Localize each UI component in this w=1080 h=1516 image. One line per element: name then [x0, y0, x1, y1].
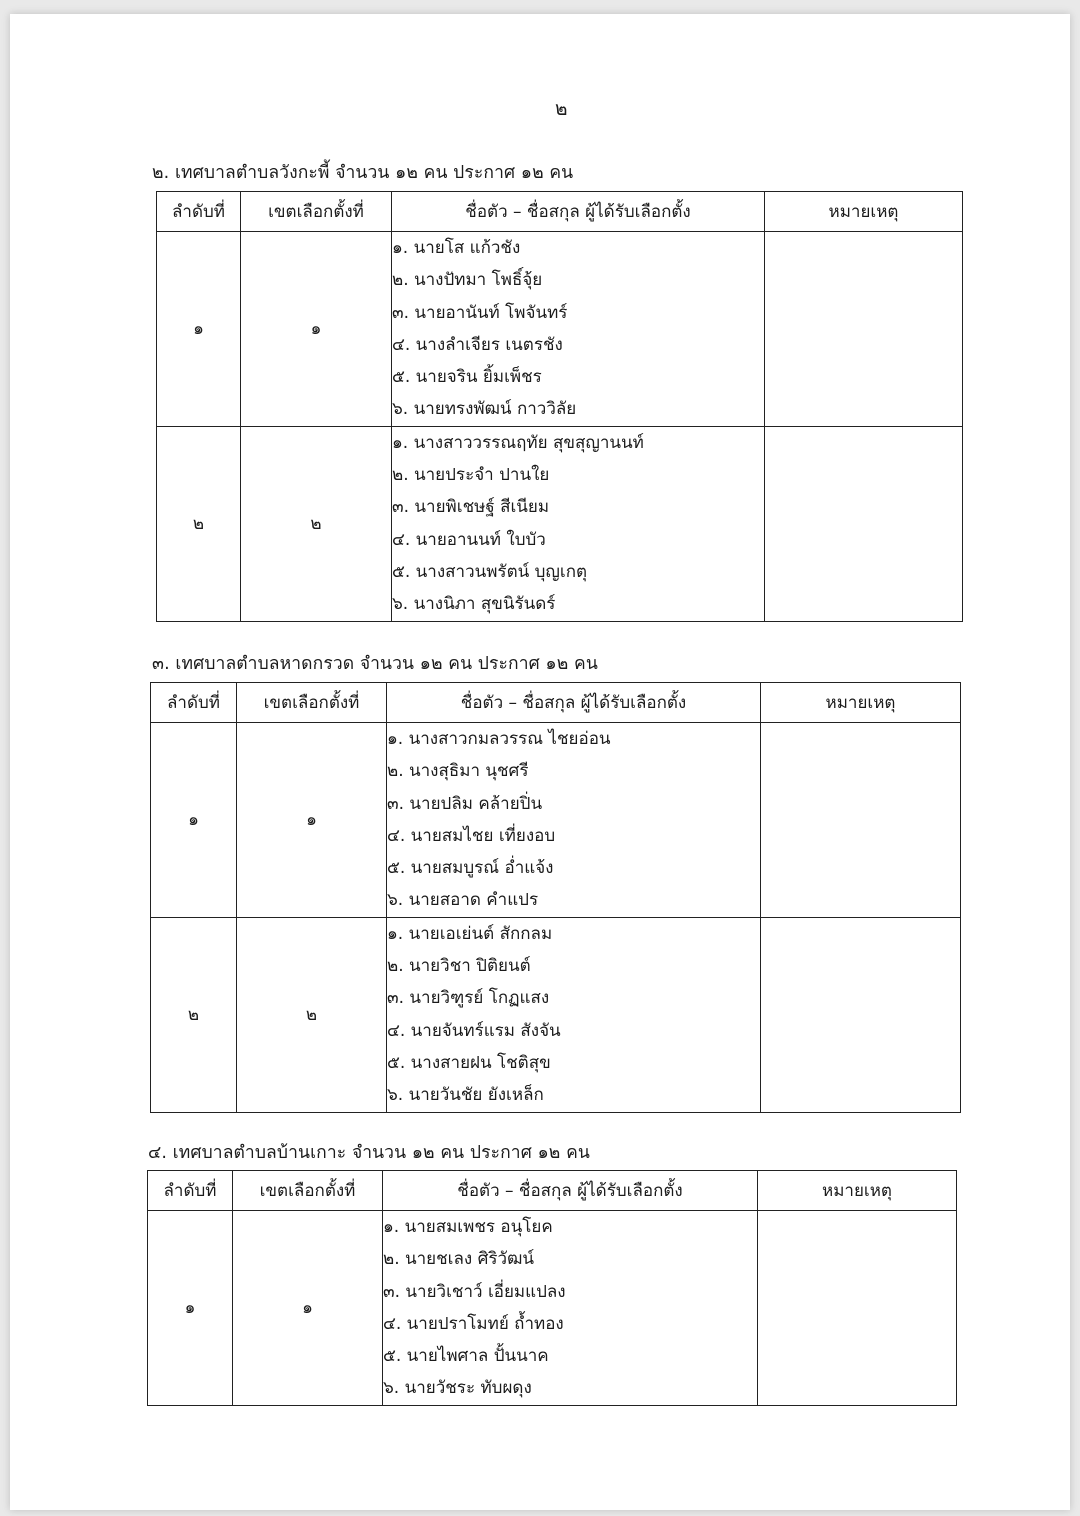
- table-header-row: [148, 1171, 957, 1211]
- order-cell: ๒: [157, 426, 241, 621]
- elected-name: ๔. นายปราโมทย์ ถ้ำทอง: [383, 1313, 564, 1334]
- elected-name: ๕. นางสาวนพรัตน์ บุญเกตุ: [392, 561, 588, 582]
- elected-name: ๒. นายชเลง ศิริวัฒน์: [383, 1249, 535, 1270]
- order-cell: ๑: [148, 1211, 233, 1406]
- names-cell: [392, 232, 765, 427]
- elected-name: ๒. นายประจำ ปานใย: [392, 465, 550, 486]
- table-row: [157, 426, 963, 621]
- elected-name: ๑. นายโส แก้วชัง: [392, 238, 521, 258]
- elected-name: ๖. นายสอาด คำแปร: [387, 890, 539, 911]
- table-row: [148, 1211, 957, 1406]
- table-row: [151, 917, 961, 1112]
- elected-name: ๔. นายจันทร์แรม สังจัน: [387, 1020, 561, 1041]
- elected-name: ๔. นางลำเจียร เนตรชัง: [392, 334, 563, 355]
- header-remark: หมายเหตุ: [758, 1171, 957, 1211]
- order-cell: ๑: [151, 723, 237, 918]
- district-cell: ๒: [237, 917, 387, 1112]
- elected-name: ๕. นายจริน ยิ้มเพ็ชร: [392, 367, 542, 388]
- header-name: ชื่อตัว – ชื่อสกุล ผู้ได้รับเลือกตั้ง: [392, 192, 765, 232]
- table-row: [151, 723, 961, 918]
- elected-name: ๓. นายวิเชาว์ เอี่ยมแปลง: [383, 1281, 566, 1302]
- elected-name: ๔. นายสมไชย เที่ยงอบ: [387, 825, 556, 846]
- elected-name: ๕. นางสายฝน โชติสุข: [387, 1052, 551, 1073]
- elected-name: ๖. นายวัชระ ทับผดุง: [383, 1378, 532, 1399]
- elected-name: ๑. นายเอเย่นต์ สักกลม: [387, 923, 553, 944]
- remark-cell: [765, 426, 963, 621]
- district-cell: ๑: [237, 723, 387, 918]
- district-cell: ๒: [241, 426, 392, 621]
- table-header-row: [151, 683, 961, 723]
- district-cell: ๑: [241, 232, 392, 427]
- order-cell: ๒: [151, 917, 237, 1112]
- names-cell: [383, 1211, 758, 1406]
- elected-name: ๑. นางสาววรรณฤทัย สุขสุญานนท์: [392, 432, 644, 453]
- elected-name: ๒. นางปัทมา โพธิ์จุ้ย: [392, 270, 543, 291]
- table-row: [157, 232, 963, 427]
- elected-name: ๕. นายไพศาล ปั้นนาค: [383, 1346, 549, 1367]
- section-title: ๔. เทศบาลตำบลบ้านเกาะ จำนวน ๑๒ คน ประกาศ ๑๒ คน: [148, 1143, 590, 1163]
- elected-name: ๖. นายวันชัย ยังเหล็ก: [387, 1085, 544, 1106]
- header-district: เขตเลือกตั้งที่: [241, 192, 392, 232]
- elected-name: ๖. นางนิภา สุขนิรันดร์: [392, 594, 556, 615]
- names-cell: [387, 723, 761, 918]
- order-cell: ๑: [157, 232, 241, 427]
- page-number: ๒: [555, 98, 568, 120]
- elected-name: ๒. นายวิชา ปิติยนต์: [387, 956, 531, 977]
- remark-cell: [765, 232, 963, 427]
- elected-name: ๕. นายสมบูรณ์ อ่ำแจ้ง: [387, 858, 554, 879]
- header-order: ลำดับที่: [157, 192, 241, 232]
- header-order: ลำดับที่: [151, 683, 237, 723]
- header-remark: หมายเหตุ: [765, 192, 963, 232]
- header-district: เขตเลือกตั้งที่: [233, 1171, 383, 1211]
- elected-name: ๓. นายอานันท์ โพจันทร์: [392, 302, 568, 323]
- results-table: [156, 191, 963, 622]
- district-cell: ๑: [233, 1211, 383, 1406]
- elected-name: ๑. นางสาวกมลวรรณ ไชยอ่อน: [387, 729, 611, 749]
- section-title: ๓. เทศบาลตำบลหาดกรวด จำนวน ๑๒ คน ประกาศ ๑๒ คน: [152, 654, 598, 674]
- header-remark: หมายเหตุ: [761, 683, 961, 723]
- header-district: เขตเลือกตั้งที่: [237, 683, 387, 723]
- remark-cell: [761, 917, 961, 1112]
- elected-name: ๑. นายสมเพชร อนุโยค: [383, 1217, 553, 1237]
- elected-name: ๓. นายวิฑูรย์ โกฏแสง: [387, 988, 550, 1009]
- names-cell: [387, 917, 761, 1112]
- elected-name: ๖. นายทรงพัฒน์ กาววิลัย: [392, 399, 577, 420]
- results-table: [150, 682, 961, 1113]
- header-name: ชื่อตัว – ชื่อสกุล ผู้ได้รับเลือกตั้ง: [383, 1171, 758, 1211]
- remark-cell: [761, 723, 961, 918]
- names-cell: [392, 426, 765, 621]
- remark-cell: [758, 1211, 957, 1406]
- elected-name: ๓. นายปลิม คล้ายปิ่น: [387, 793, 543, 814]
- table-header-row: [157, 192, 963, 232]
- elected-name: ๓. นายพิเชษฐ์ สีเนียม: [392, 497, 550, 518]
- elected-name: ๔. นายอานนท์ ใบบัว: [392, 529, 546, 550]
- section-title: ๒. เทศบาลตำบลวังกะพี้ จำนวน ๑๒ คน ประกาศ ๑๒ คน: [152, 163, 574, 183]
- header-order: ลำดับที่: [148, 1171, 233, 1211]
- header-name: ชื่อตัว – ชื่อสกุล ผู้ได้รับเลือกตั้ง: [387, 683, 761, 723]
- results-table: [147, 1170, 957, 1406]
- elected-name: ๒. นางสุธิมา นุชศรี: [387, 761, 529, 782]
